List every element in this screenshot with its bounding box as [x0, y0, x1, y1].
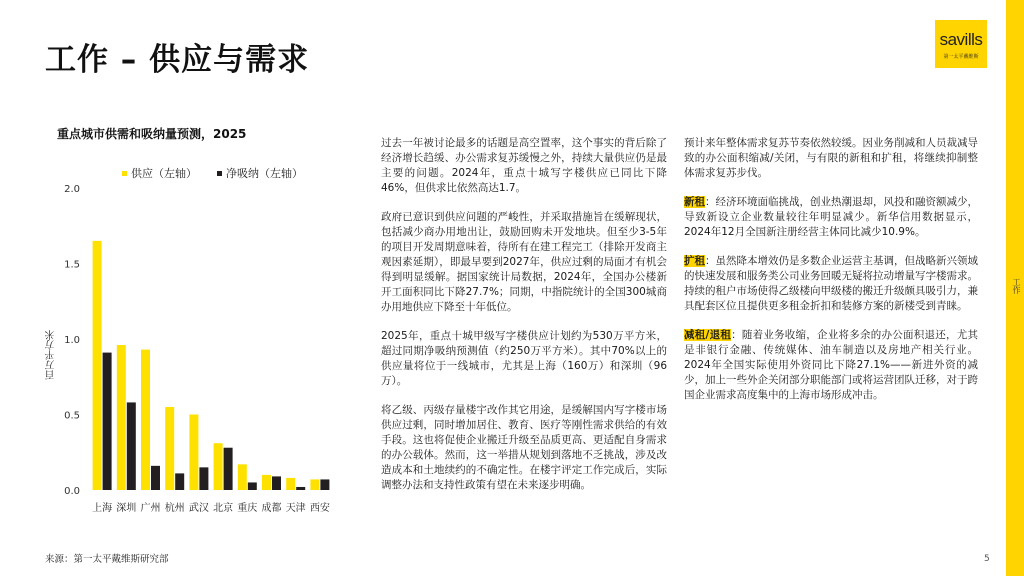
text-reduction: ：随着业务收缩，企业将多余的办公面积退还，尤其是非银行金融、传统媒体、油车制造以及房地产相关行业。2024年全国实际使用外资同比下降27.1%——新进外资的减少，加上一些外企关闭部分职能部门或将运营团队迁移，对于跨国企业需求高度集中的上海市场形成冲击。 [684, 329, 979, 401]
legend-swatch-supply [122, 171, 127, 176]
paragraph-expansion [684, 254, 978, 314]
side-section-label: 工作 [1012, 278, 1021, 294]
x-category-label: 深圳 [116, 503, 137, 514]
bar-absorption [199, 467, 208, 490]
bar-supply [189, 415, 198, 491]
bar-supply [262, 475, 271, 490]
bar-supply [214, 443, 223, 490]
y-tick-label: 0.0 [64, 486, 80, 497]
y-axis-label: 百万平方米 [46, 330, 57, 380]
y-tick-label: 1.0 [64, 335, 80, 346]
bar-supply [117, 345, 126, 490]
paragraph-2025-supply: 2025年，重点十城甲级写字楼供应计划约为530万平方米，超过同期净吸纳预测值（约250万平方米）。其中70%以上的供应量将位于一线城市，尤其是上海（160万）和深圳（96万）。 [381, 330, 667, 387]
x-category-label: 北京 [213, 503, 234, 514]
x-category-label: 西安 [309, 503, 330, 514]
logo-wordmark: savills [939, 30, 983, 49]
x-category-label: 杭州 [164, 503, 185, 514]
y-tick-label: 1.5 [64, 259, 80, 271]
bar-absorption [296, 487, 305, 490]
text-new-lease: ：经济环境面临挑战，创业热潮退却，风投和融资额减少，导致新设立企业数量较往年明显减少。新华信用数据显示，2024年12月全国新注册经营主体同比减少10.9%。 [684, 196, 978, 238]
y-tick-label: 2.0 [64, 184, 80, 195]
y-tick-label: 0.5 [64, 410, 80, 422]
bar-supply [310, 479, 319, 490]
bar-absorption [175, 473, 184, 490]
bar-absorption [151, 466, 160, 490]
paragraph-reduction [684, 328, 978, 403]
bar-supply [238, 464, 247, 490]
paragraph-new-lease [684, 195, 978, 240]
keyword-new-lease: 新租 [684, 196, 705, 208]
legend-item-supply [122, 165, 197, 181]
page-number: 5 [984, 554, 990, 564]
bar-supply [165, 407, 174, 490]
x-category-label: 上海 [92, 503, 113, 514]
text-expansion: ：虽然降本增效仍是多数企业运营主基调，但战略新兴领域的快速发展和服务类公司业务回暖无疑将拉动增量写字楼需求。持续的租户市场使得乙级楼向甲级楼的搬迁升级颇具吸引力，兼具配套区位且提供更多租金折扣和装修方案的新楼受到青睐。 [684, 255, 978, 312]
logo-subtitle: 第一太平戴维斯 [943, 54, 979, 60]
legend-swatch-absorption [217, 171, 222, 176]
page-title: 工作 – 供应与需求 [45, 42, 310, 78]
paragraph-demand-intro: 预计来年整体需求复苏节奏依然较缓。因业务削减和人员裁减导致的办公面积缩减/关闭，与有限的新租和扩租，将继续抑制整体需求复苏步伐。 [684, 137, 978, 179]
savills-logo [935, 20, 987, 68]
bar-supply [93, 241, 102, 490]
keyword-reduction: 减租/退租 [684, 329, 732, 341]
bar-absorption [103, 353, 112, 490]
bar-absorption [224, 448, 233, 490]
legend-label-absorption: 净吸纳（左轴） [226, 167, 303, 180]
bar-supply [286, 478, 295, 490]
bar-chart [60, 180, 340, 520]
x-category-label: 重庆 [237, 503, 258, 514]
keyword-expansion: 扩租 [684, 255, 705, 267]
body-text-column-middle [381, 136, 667, 507]
legend-label-supply: 供应（左轴） [131, 167, 197, 180]
bar-absorption [248, 482, 257, 490]
bar-absorption [320, 479, 329, 490]
bar-supply [141, 350, 150, 490]
paragraph-vacancy: 过去一年被讨论最多的话题是高空置率，这个事实的背后除了经济增长趋缓、办公需求复苏缓慢之外，持续大量供应仍是最主要的问题。2024年，重点十城写字楼供应已同比下降46%，但供求比依然高达1.7。 [381, 137, 667, 194]
x-category-label: 天津 [285, 503, 306, 514]
source-note: 来源：第一太平戴维斯研究部 [45, 554, 169, 565]
body-text-column-right [684, 136, 978, 417]
x-category-label: 武汉 [188, 503, 209, 514]
x-category-label: 广州 [140, 503, 161, 514]
chart-title: 重点城市供需和吸纳量预测，2025 [57, 127, 247, 141]
bar-absorption [272, 476, 281, 490]
bar-absorption [127, 402, 136, 490]
paragraph-conversion: 将乙级、丙级存量楼宇改作其它用途，是缓解国内写字楼市场供应过剩，同时增加居住、教育、医疗等刚性需求供给的有效手段。这也将促使企业搬迁升级至品质更高、更适配自身需求的办公载体。然而，这一举措从规划到落地不乏挑战，涉及改造成本和土地续约的不确定性。在楼宇评定工作完成后，实际调整办法和支持性政策有望在未来逐步明确。 [381, 404, 667, 491]
x-category-label: 成都 [261, 503, 282, 514]
paragraph-policy: 政府已意识到供应问题的严峻性，并采取措施旨在缓解现状，包括减少商办用地出让，鼓励回购未开发地块。但至少3-5年的项目开发周期意味着，待所有在建工程完工（排除开发商主观因素延期），即最早要到2027年，供应过剩的局面才有机会得到明显缓解。据国家统计局数据，2024年，全国办公楼新开工面积同比下降27.7%；同期，中指院统计的全国300城商办用地供应下降至十年低位。 [381, 211, 667, 313]
legend-item-absorption [217, 165, 303, 181]
